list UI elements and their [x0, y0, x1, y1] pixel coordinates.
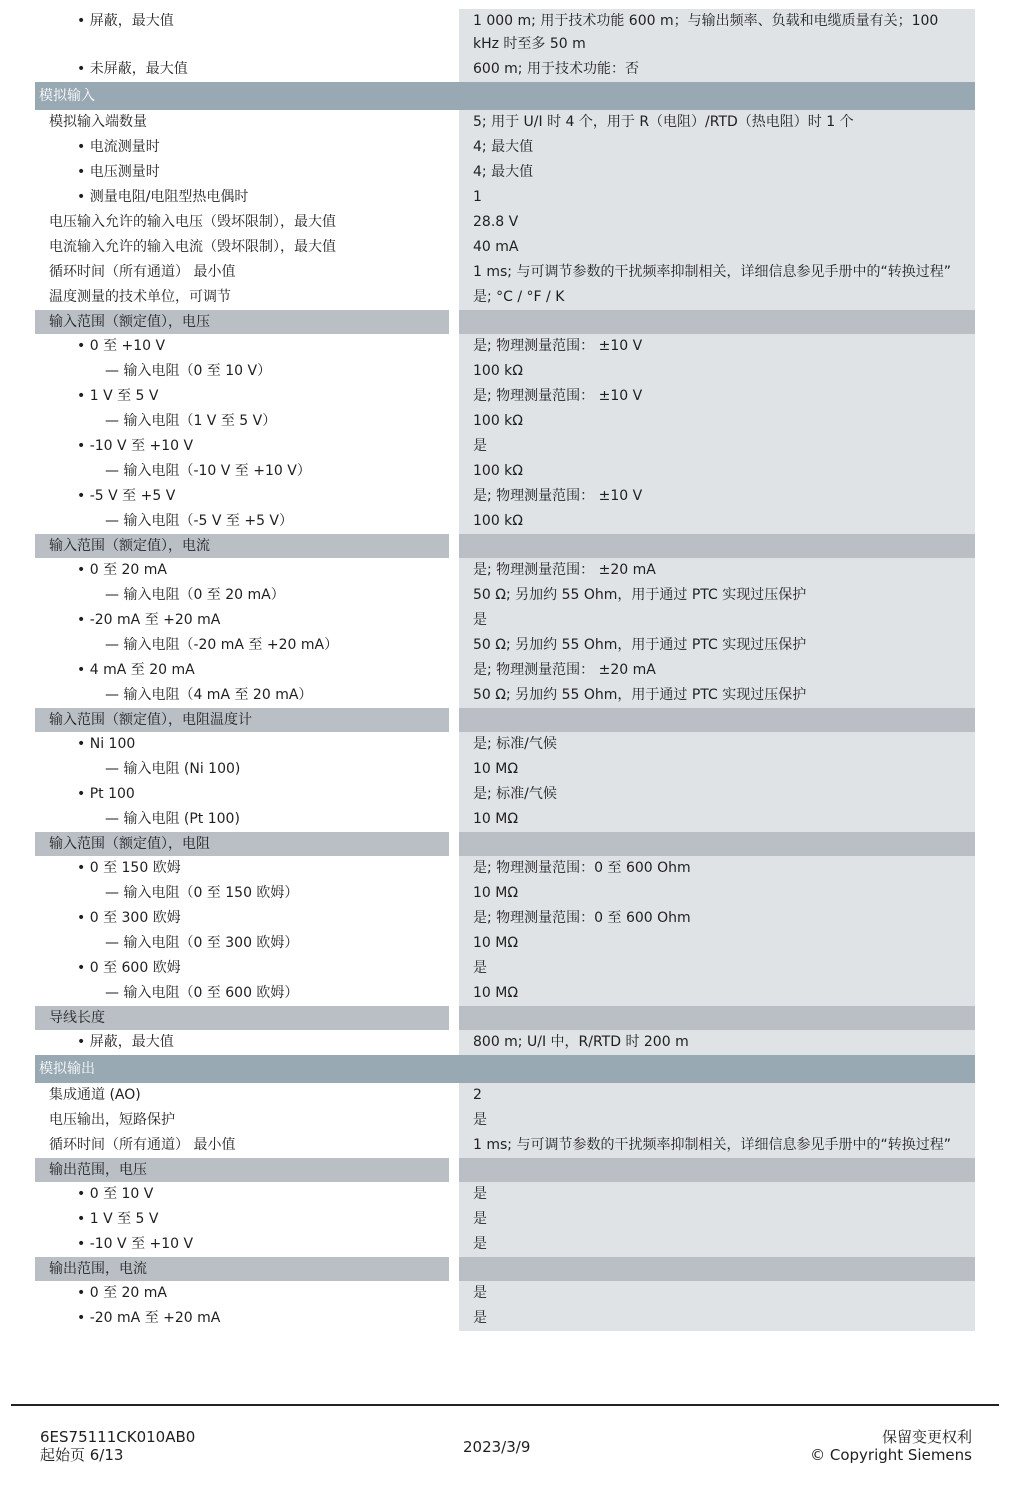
spec-value: 2	[459, 1083, 975, 1108]
spec-label: • -20 mA 至 +20 mA	[35, 608, 449, 633]
section-title: 模拟输入	[35, 82, 975, 110]
spec-value	[459, 1257, 975, 1281]
spec-label: — 输入电阻（-20 mA 至 +20 mA）	[35, 633, 449, 658]
subsection-header	[35, 534, 975, 558]
spec-row	[35, 384, 975, 409]
spec-row	[35, 57, 975, 82]
spec-row	[35, 658, 975, 683]
spec-value	[459, 310, 975, 334]
spec-row	[35, 807, 975, 832]
spec-value: 1	[459, 185, 975, 210]
spec-label: 电压输入允许的输入电压（毁坏限制），最大值	[49, 214, 336, 230]
page-number: 起始页 6/13	[40, 1446, 124, 1464]
spec-value: 是	[459, 1232, 975, 1257]
spec-label: — 输入电阻（-10 V 至 +10 V）	[35, 459, 449, 484]
spec-label: — 输入电阻（0 至 10 V）	[35, 359, 449, 384]
spec-value	[459, 534, 975, 558]
spec-label: — 输入电阻（0 至 300 欧姆）	[35, 931, 449, 956]
spec-value: 600 m; 用于技术功能：否	[459, 57, 975, 82]
spec-row	[35, 334, 975, 359]
spec-label: • Pt 100	[35, 782, 449, 807]
spec-label: • 未屏蔽，最大值	[35, 57, 449, 82]
spec-label: • 电压测量时	[35, 160, 449, 185]
spec-label: — 输入电阻 (Ni 100)	[35, 757, 449, 782]
spec-label: 循环时间（所有通道） 最小值	[49, 264, 236, 280]
subsection-header	[35, 1158, 975, 1182]
subsection-title: 输入范围（额定值），电阻	[35, 832, 449, 856]
spec-label: — 输入电阻（1 V 至 5 V）	[35, 409, 449, 434]
footer-right	[810, 1428, 972, 1464]
spec-label: • 0 至 300 欧姆	[35, 906, 449, 931]
spec-value: 100 kΩ	[459, 509, 975, 534]
spec-value: 是; 物理测量范围：0 至 600 Ohm	[459, 856, 975, 881]
subsection-header	[35, 832, 975, 856]
spec-value: 是; 标准/气候	[459, 782, 975, 807]
spec-row	[35, 1232, 975, 1257]
spec-row	[35, 583, 975, 608]
rights-notice: 保留变更权利	[881, 1428, 972, 1446]
spec-label: — 输入电阻 (Pt 100)	[35, 807, 449, 832]
spec-value: 100 kΩ	[459, 459, 975, 484]
spec-row	[35, 1182, 975, 1207]
spec-label: • 测量电阻/电阻型热电偶时	[35, 185, 449, 210]
spec-value: 1 000 m; 用于技术功能 600 m；与输出频率、负载和电缆质量有关；100 kHz 时至多 50 m	[459, 9, 975, 57]
spec-row	[35, 135, 975, 160]
spec-label: 循环时间（所有通道） 最小值	[49, 1137, 236, 1153]
spec-label: • 0 至 10 V	[35, 1182, 449, 1207]
spec-value	[459, 1158, 975, 1182]
spec-row	[35, 856, 975, 881]
subsection-title: 输入范围（额定值），电阻温度计	[35, 708, 449, 732]
spec-value: 是; 物理测量范围： ±10 V	[459, 384, 975, 409]
spec-value	[459, 1006, 975, 1030]
subsection-title: 导线长度	[35, 1006, 449, 1030]
spec-value: 10 MΩ	[459, 881, 975, 906]
spec-label: — 输入电阻（0 至 20 mA）	[35, 583, 449, 608]
spec-label: • 4 mA 至 20 mA	[35, 658, 449, 683]
spec-value	[459, 832, 975, 856]
spec-label: • -10 V 至 +10 V	[35, 1232, 449, 1257]
spec-row	[35, 757, 975, 782]
spec-label: • 0 至 600 欧姆	[35, 956, 449, 981]
spec-label: 电压输出，短路保护	[49, 1112, 175, 1128]
spec-label: • 0 至 +10 V	[35, 334, 449, 359]
spec-value: 10 MΩ	[459, 807, 975, 832]
spec-value: 是; 物理测量范围： ±10 V	[459, 484, 975, 509]
subsection-header	[35, 708, 975, 732]
spec-row	[35, 1207, 975, 1232]
subsection-header	[35, 1257, 975, 1281]
spec-label: • 0 至 150 欧姆	[35, 856, 449, 881]
subsection-header	[35, 1006, 975, 1030]
spec-row	[35, 110, 975, 135]
spec-value: 5; 用于 U/I 时 4 个，用于 R（电阻）/RTD（热电阻）时 1 个	[459, 110, 975, 135]
subsection-title: 输入范围（额定值），电流	[35, 534, 449, 558]
spec-label: 模拟输入端数量	[49, 114, 147, 130]
spec-label: • 0 至 20 mA	[35, 1281, 449, 1306]
spec-value: 是	[459, 1108, 975, 1133]
spec-value: 10 MΩ	[459, 981, 975, 1006]
spec-row	[35, 608, 975, 633]
spec-label: • 0 至 20 mA	[35, 558, 449, 583]
spec-row	[35, 558, 975, 583]
spec-value: 1 ms; 与可调节参数的干扰频率抑制相关，详细信息参见手册中的“转换过程”	[459, 260, 975, 285]
footer-date: 2023/3/9	[463, 1438, 531, 1456]
spec-row	[35, 409, 975, 434]
copyright: © Copyright Siemens	[810, 1446, 972, 1464]
spec-value: 是; 物理测量范围： ±20 mA	[459, 558, 975, 583]
spec-row	[35, 906, 975, 931]
spec-row	[35, 683, 975, 708]
spec-label: 电流输入允许的输入电流（毁坏限制），最大值	[49, 239, 336, 255]
spec-row	[35, 9, 975, 57]
subsection-header	[35, 310, 975, 334]
spec-value: 10 MΩ	[459, 931, 975, 956]
spec-row	[35, 1133, 975, 1158]
spec-row	[35, 981, 975, 1006]
spec-value: 是	[459, 608, 975, 633]
spec-label: • 1 V 至 5 V	[35, 1207, 449, 1232]
spec-label: • -20 mA 至 +20 mA	[35, 1306, 449, 1331]
spec-row	[35, 1030, 975, 1055]
spec-row	[35, 459, 975, 484]
spec-value: 是	[459, 1281, 975, 1306]
spec-label: • -10 V 至 +10 V	[35, 434, 449, 459]
spec-value: 是	[459, 1207, 975, 1232]
spec-row	[35, 260, 975, 285]
spec-label: • 1 V 至 5 V	[35, 384, 449, 409]
spec-row	[35, 509, 975, 534]
section-header	[35, 1055, 975, 1083]
subsection-title: 输入范围（额定值），电压	[35, 310, 449, 334]
spec-value: 是; °C / °F / K	[459, 285, 975, 310]
spec-value: 是	[459, 1306, 975, 1331]
spec-value: 是; 物理测量范围： ±10 V	[459, 334, 975, 359]
spec-value: 是; 物理测量范围：0 至 600 Ohm	[459, 906, 975, 931]
subsection-title: 输出范围，电压	[35, 1158, 449, 1182]
spec-row	[35, 484, 975, 509]
spec-row	[35, 359, 975, 384]
spec-label: • 电流测量时	[35, 135, 449, 160]
spec-label: • 屏蔽，最大值	[35, 1030, 449, 1055]
spec-row	[35, 931, 975, 956]
spec-value: 是; 标准/气候	[459, 732, 975, 757]
spec-value: 是	[459, 956, 975, 981]
spec-value: 是	[459, 1182, 975, 1207]
spec-value: 40 mA	[459, 235, 975, 260]
spec-label: • 屏蔽，最大值	[35, 9, 449, 57]
section-title: 模拟输出	[35, 1055, 975, 1083]
spec-row	[35, 160, 975, 185]
spec-row	[35, 1108, 975, 1133]
spec-row	[35, 434, 975, 459]
spec-value: 是	[459, 434, 975, 459]
spec-row	[35, 1306, 975, 1331]
spec-value: 50 Ω; 另加约 55 Ohm，用于通过 PTC 实现过压保护	[459, 583, 975, 608]
spec-table	[35, 9, 975, 1331]
footer-rule	[11, 1404, 999, 1406]
spec-row	[35, 956, 975, 981]
spec-row	[35, 732, 975, 757]
spec-value: 4; 最大值	[459, 135, 975, 160]
section-header	[35, 82, 975, 110]
spec-label: 温度测量的技术单位，可调节	[49, 289, 231, 305]
spec-label: 集成通道 (AO)	[49, 1087, 141, 1103]
spec-label: • -5 V 至 +5 V	[35, 484, 449, 509]
spec-row	[35, 1083, 975, 1108]
spec-value: 4; 最大值	[459, 160, 975, 185]
spec-label: — 输入电阻（0 至 600 欧姆）	[35, 981, 449, 1006]
spec-value: 是; 物理测量范围： ±20 mA	[459, 658, 975, 683]
spec-row	[35, 881, 975, 906]
spec-row	[35, 210, 975, 235]
spec-value	[459, 708, 975, 732]
spec-value: 100 kΩ	[459, 359, 975, 384]
spec-value: 800 m; U/I 中，R/RTD 时 200 m	[459, 1030, 975, 1055]
spec-value: 50 Ω; 另加约 55 Ohm，用于通过 PTC 实现过压保护	[459, 633, 975, 658]
spec-row	[35, 1281, 975, 1306]
spec-label: — 输入电阻（0 至 150 欧姆）	[35, 881, 449, 906]
spec-row	[35, 285, 975, 310]
spec-value: 100 kΩ	[459, 409, 975, 434]
spec-row	[35, 633, 975, 658]
spec-value: 50 Ω; 另加约 55 Ohm，用于通过 PTC 实现过压保护	[459, 683, 975, 708]
spec-row	[35, 782, 975, 807]
footer-left	[40, 1428, 195, 1464]
spec-value: 1 ms; 与可调节参数的干扰频率抑制相关，详细信息参见手册中的“转换过程”	[459, 1133, 975, 1158]
part-number: 6ES75111CK010AB0	[40, 1428, 196, 1446]
spec-value: 10 MΩ	[459, 757, 975, 782]
spec-label: — 输入电阻（-5 V 至 +5 V）	[35, 509, 449, 534]
spec-row	[35, 185, 975, 210]
spec-label: • Ni 100	[35, 732, 449, 757]
spec-value: 28.8 V	[459, 210, 975, 235]
subsection-title: 输出范围，电流	[35, 1257, 449, 1281]
spec-label: — 输入电阻（4 mA 至 20 mA）	[35, 683, 449, 708]
spec-row	[35, 235, 975, 260]
